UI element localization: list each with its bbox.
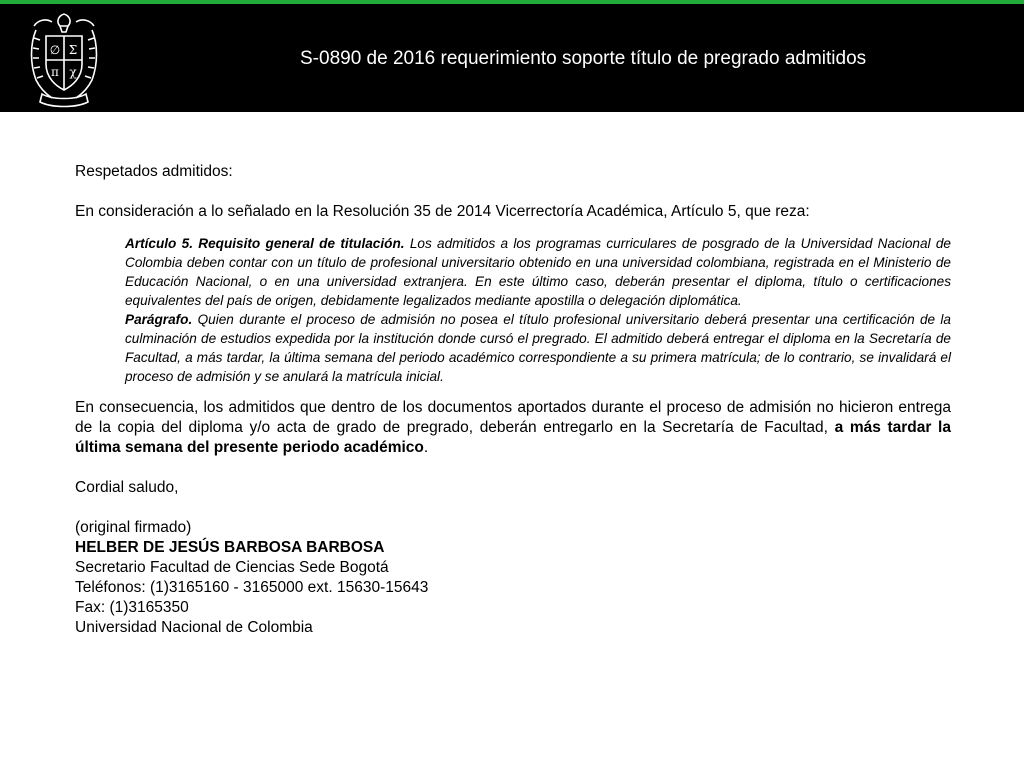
svg-text:Σ: Σ	[68, 43, 78, 57]
svg-text:χ: χ	[69, 65, 77, 79]
article-quote	[125, 234, 951, 386]
intro-paragraph: En consideración a lo señalado en la Resolución 35 de 2014 Vicerrectoría Académica, Artículo 5, que reza:	[75, 203, 810, 220]
signer-institution: Universidad Nacional de Colombia	[75, 619, 313, 636]
signature-note: (original firmado)	[75, 519, 192, 536]
article-text: Los admitidos a los programas curriculares de posgrado de la Universidad Nacional de Colombia deben contar con un título de profesional universitario obtenido en una universidad colombiana, registrada en el Ministerio de Educación Nacional, o en una universidad extranjera. En este último caso, deberán presentar el diploma, título o certificaciones equivalentes del país de origen, debidamente legalizados mediante apostilla o delegación diplomática.	[125, 236, 951, 308]
article-paragraph	[125, 234, 951, 310]
signer-role: Secretario Facultad de Ciencias Sede Bogotá	[75, 559, 389, 576]
closing: Cordial saludo,	[75, 479, 179, 496]
greeting: Respetados admitidos:	[75, 163, 233, 180]
signer-name: HELBER DE JESÚS BARBOSA BARBOSA	[75, 539, 385, 556]
signer-phones: Teléfonos: (1)3165160 - 3165000 ext. 15630-15643	[75, 579, 429, 596]
conclusion-text: En consecuencia, los admitidos que dentro de los documentos aportados durante el proceso de admisión no hicieron entrega de la copia del diploma y/o acta de grado de pregrado, deberán entregarlo en la Secretaría de Facultad,	[75, 399, 951, 436]
svg-text:∅: ∅	[49, 43, 61, 57]
paragrafo-paragraph	[125, 310, 951, 386]
paragrafo-text: Quien durante el proceso de admisión no posea el título profesional universitario deberá presentar una certificación de la culminación de estudios expedida por la institución donde cursó el pregrado. El admitido deberá entregar el diploma en la Secretaría de Facultad, a más tardar, la última semana del periodo académico correspondiente a su primera matrícula; de lo contrario, se invalidará el proceso de admisión y se anulará la matrícula inicial.	[125, 312, 951, 384]
university-crest-icon	[22, 8, 106, 112]
signature-block	[75, 518, 951, 638]
svg-text:π: π	[51, 65, 59, 79]
deadline-emphasis: a más tardar la última semana del presente periodo académico	[75, 419, 951, 456]
signer-fax: Fax: (1)3165350	[75, 599, 189, 616]
conclusion-end: .	[423, 439, 429, 456]
page-title: S-0890 de 2016 requerimiento soporte título de pregrado admitidos	[300, 48, 867, 69]
conclusion-paragraph	[75, 398, 951, 458]
article-heading: Artículo 5. Requisito general de titulación.	[125, 236, 405, 251]
letter-body	[75, 162, 951, 638]
header-banner	[0, 4, 1024, 112]
paragrafo-heading: Parágrafo.	[125, 312, 193, 327]
